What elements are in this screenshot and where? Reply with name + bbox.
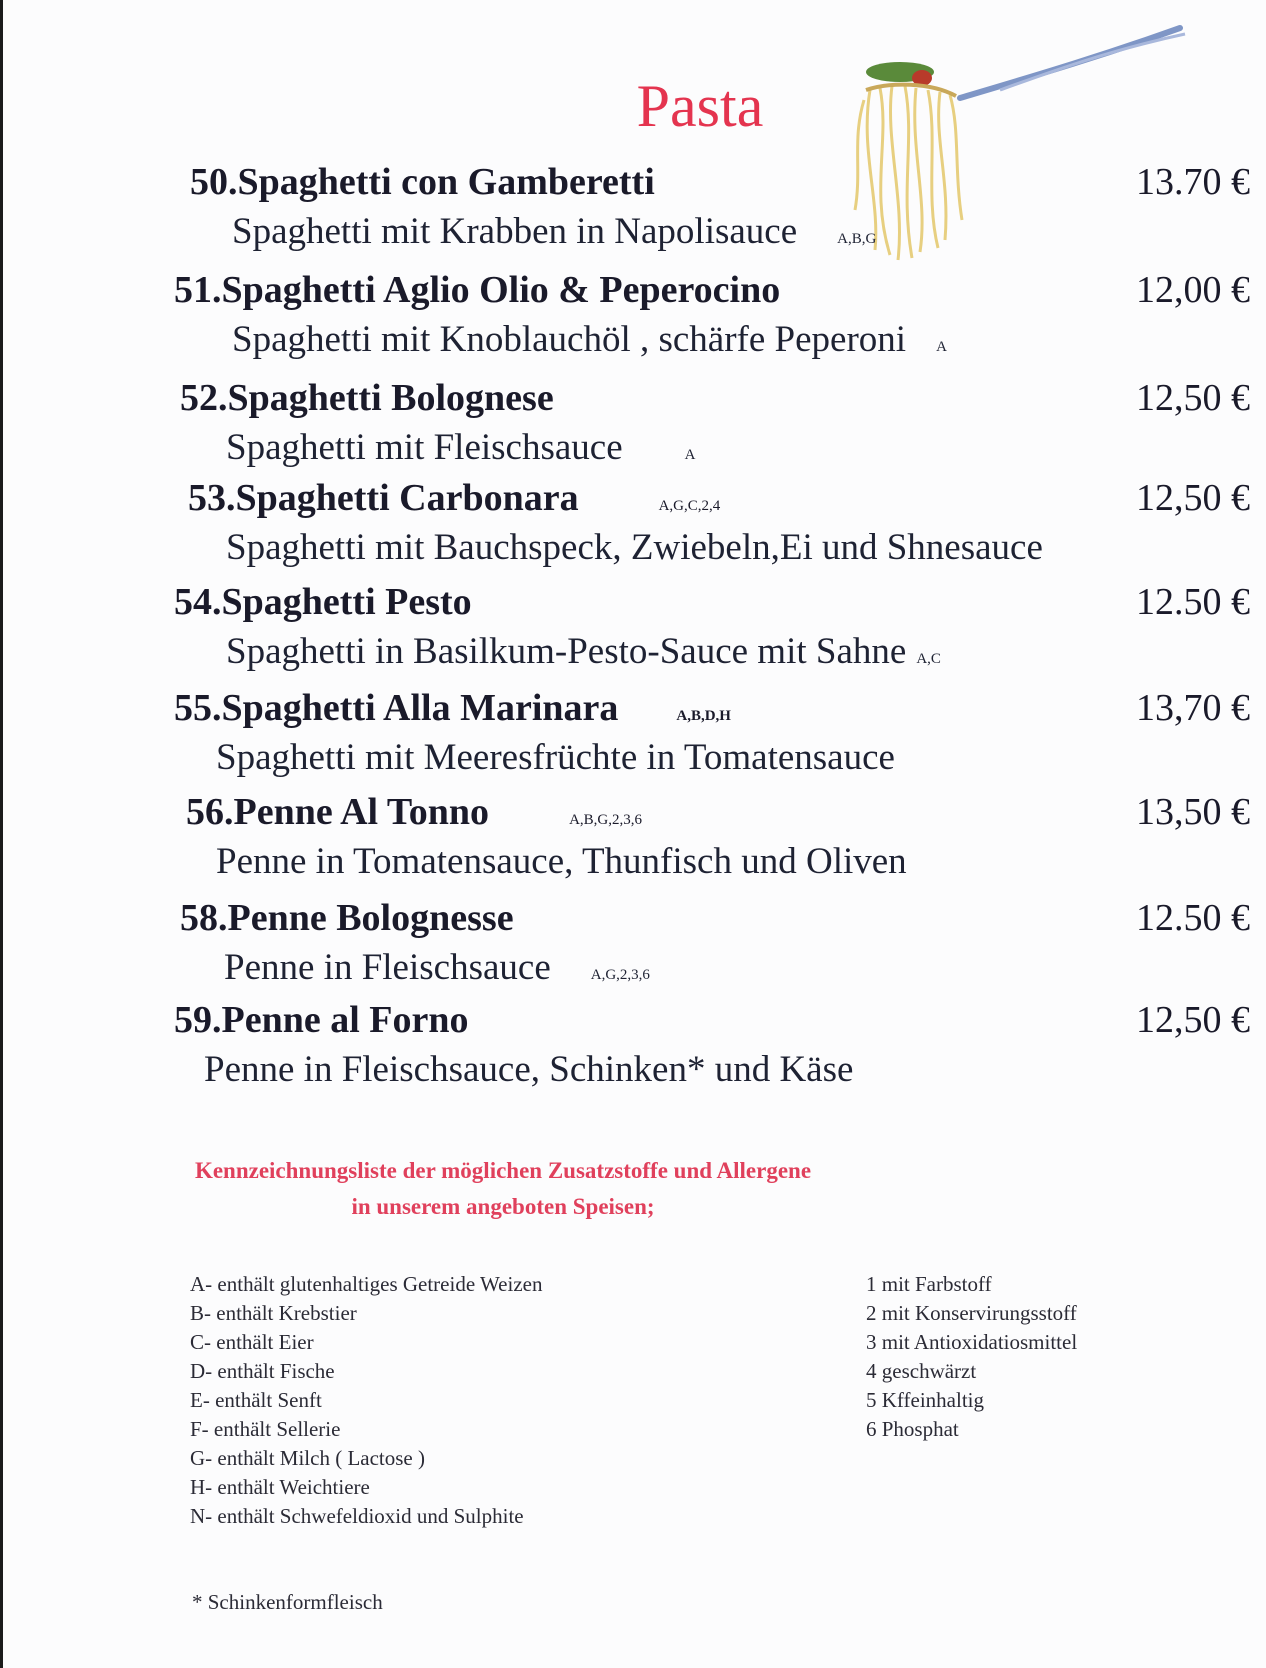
menu-item-price: 12,50 € xyxy=(1136,477,1250,519)
menu-item-description: Penne in Fleischsauce A,G,2,3,6 xyxy=(224,947,650,988)
footnote: * Schinkenformfleisch xyxy=(192,1590,383,1614)
menu-item-name: 55.Spaghetti Alla Marinara A,B,D,H xyxy=(174,687,731,729)
allergen-entry: F- enthält Sellerie xyxy=(190,1417,341,1441)
additive-list xyxy=(866,1270,1077,1444)
menu-item-price: 13,50 € xyxy=(1136,791,1250,833)
additive-entry: 2 mit Konservirungsstoff xyxy=(866,1301,1077,1325)
allergen-codes: A,C xyxy=(916,651,941,667)
menu-item-name: 54.Spaghetti Pesto xyxy=(174,581,472,623)
menu-item-price: 13,70 € xyxy=(1136,687,1250,729)
allergen-codes: A,G,2,3,6 xyxy=(590,967,650,983)
additive-entry: 6 Phosphat xyxy=(866,1417,959,1441)
menu-item-description: Spaghetti mit Fleischsauce A xyxy=(226,427,696,468)
menu-item xyxy=(0,790,1266,890)
allergen-codes: A,B,G xyxy=(837,231,877,247)
menu-item xyxy=(0,896,1266,996)
menu-item-description: Penne in Tomatensauce, Thunfisch und Oliven xyxy=(216,841,907,882)
menu-item xyxy=(0,268,1266,368)
menu-item xyxy=(0,580,1266,680)
menu-item-name: 56.Penne Al Tonno A,B,G,2,3,6 xyxy=(186,791,642,833)
menu-item xyxy=(0,376,1266,476)
menu-item-price: 12.50 € xyxy=(1136,897,1250,939)
allergen-codes: A,B,D,H xyxy=(676,708,731,724)
menu-item xyxy=(0,686,1266,786)
menu-item-price: 13.70 € xyxy=(1136,161,1250,203)
allergen-entry: A- enthält glutenhaltiges Getreide Weizen xyxy=(190,1272,543,1296)
allergen-codes: A,B,G,2,3,6 xyxy=(569,812,642,828)
menu-item-price: 12,50 € xyxy=(1136,377,1250,419)
menu-item-name: 53.Spaghetti Carbonara A,G,C,2,4 xyxy=(188,477,721,519)
menu-item-name: 58.Penne Bolognesse xyxy=(180,897,514,939)
menu-item-description: Spaghetti mit Knoblauchöl , schärfe Peperoni A xyxy=(232,319,947,360)
additive-entry: 4 geschwärzt xyxy=(866,1359,977,1383)
menu-item xyxy=(0,998,1266,1098)
menu-item-name: 59.Penne al Forno xyxy=(174,999,469,1041)
menu-item-name: 51.Spaghetti Aglio Olio & Peperocino xyxy=(174,269,781,311)
allergen-entry: B- enthält Krebstier xyxy=(190,1301,357,1325)
menu-item-description: Spaghetti in Basilkum-Pesto-Sauce mit Sahne A,C xyxy=(226,631,941,672)
menu-item-price: 12,00 € xyxy=(1136,269,1250,311)
menu-item-price: 12,50 € xyxy=(1136,999,1250,1041)
additive-entry: 5 Kffeinhaltig xyxy=(866,1388,985,1412)
menu-item-description: Spaghetti mit Krabben in Napolisauce A,B,G xyxy=(232,211,877,252)
allergen-entry: N- enthält Schwefeldioxid und Sulphite xyxy=(190,1504,524,1528)
allergen-notice-line1: Kennzeichnungsliste der möglichen Zusatzstoffe und Allergene xyxy=(194,1158,812,1183)
menu-title: Pasta xyxy=(636,73,764,139)
additive-entry: 1 mit Farbstoff xyxy=(866,1272,992,1296)
additive-entry: 3 mit Antioxidatiosmittel xyxy=(866,1330,1078,1354)
allergen-codes: A xyxy=(684,447,696,463)
allergen-notice-line2: in unserem angeboten Speisen; xyxy=(351,1194,655,1219)
allergen-entry: G- enthält Milch ( Lactose ) xyxy=(190,1446,425,1470)
menu-item-description: Penne in Fleischsauce, Schinken* und Käse xyxy=(204,1049,854,1090)
allergen-entry: D- enthält Fische xyxy=(190,1359,335,1383)
menu-item-name: 52.Spaghetti Bolognese xyxy=(180,377,554,419)
menu-item-description: Spaghetti mit Bauchspeck, Zwiebeln,Ei und Shnesauce xyxy=(226,527,1043,568)
menu-item-name: 50.Spaghetti con Gamberetti xyxy=(190,161,655,203)
menu-item-description: Spaghetti mit Meeresfrüchte in Tomatensauce xyxy=(216,737,895,778)
allergen-entry: C- enthält Eier xyxy=(190,1330,314,1354)
menu-item-price: 12.50 € xyxy=(1136,581,1250,623)
allergen-entry: E- enthält Senft xyxy=(190,1388,322,1412)
allergen-list xyxy=(190,1270,542,1531)
menu-item xyxy=(0,160,1266,260)
allergen-codes: A xyxy=(936,339,947,355)
allergen-entry: H- enthält Weichtiere xyxy=(190,1475,370,1499)
menu-item xyxy=(0,476,1266,576)
allergen-codes: A,G,C,2,4 xyxy=(658,498,721,514)
